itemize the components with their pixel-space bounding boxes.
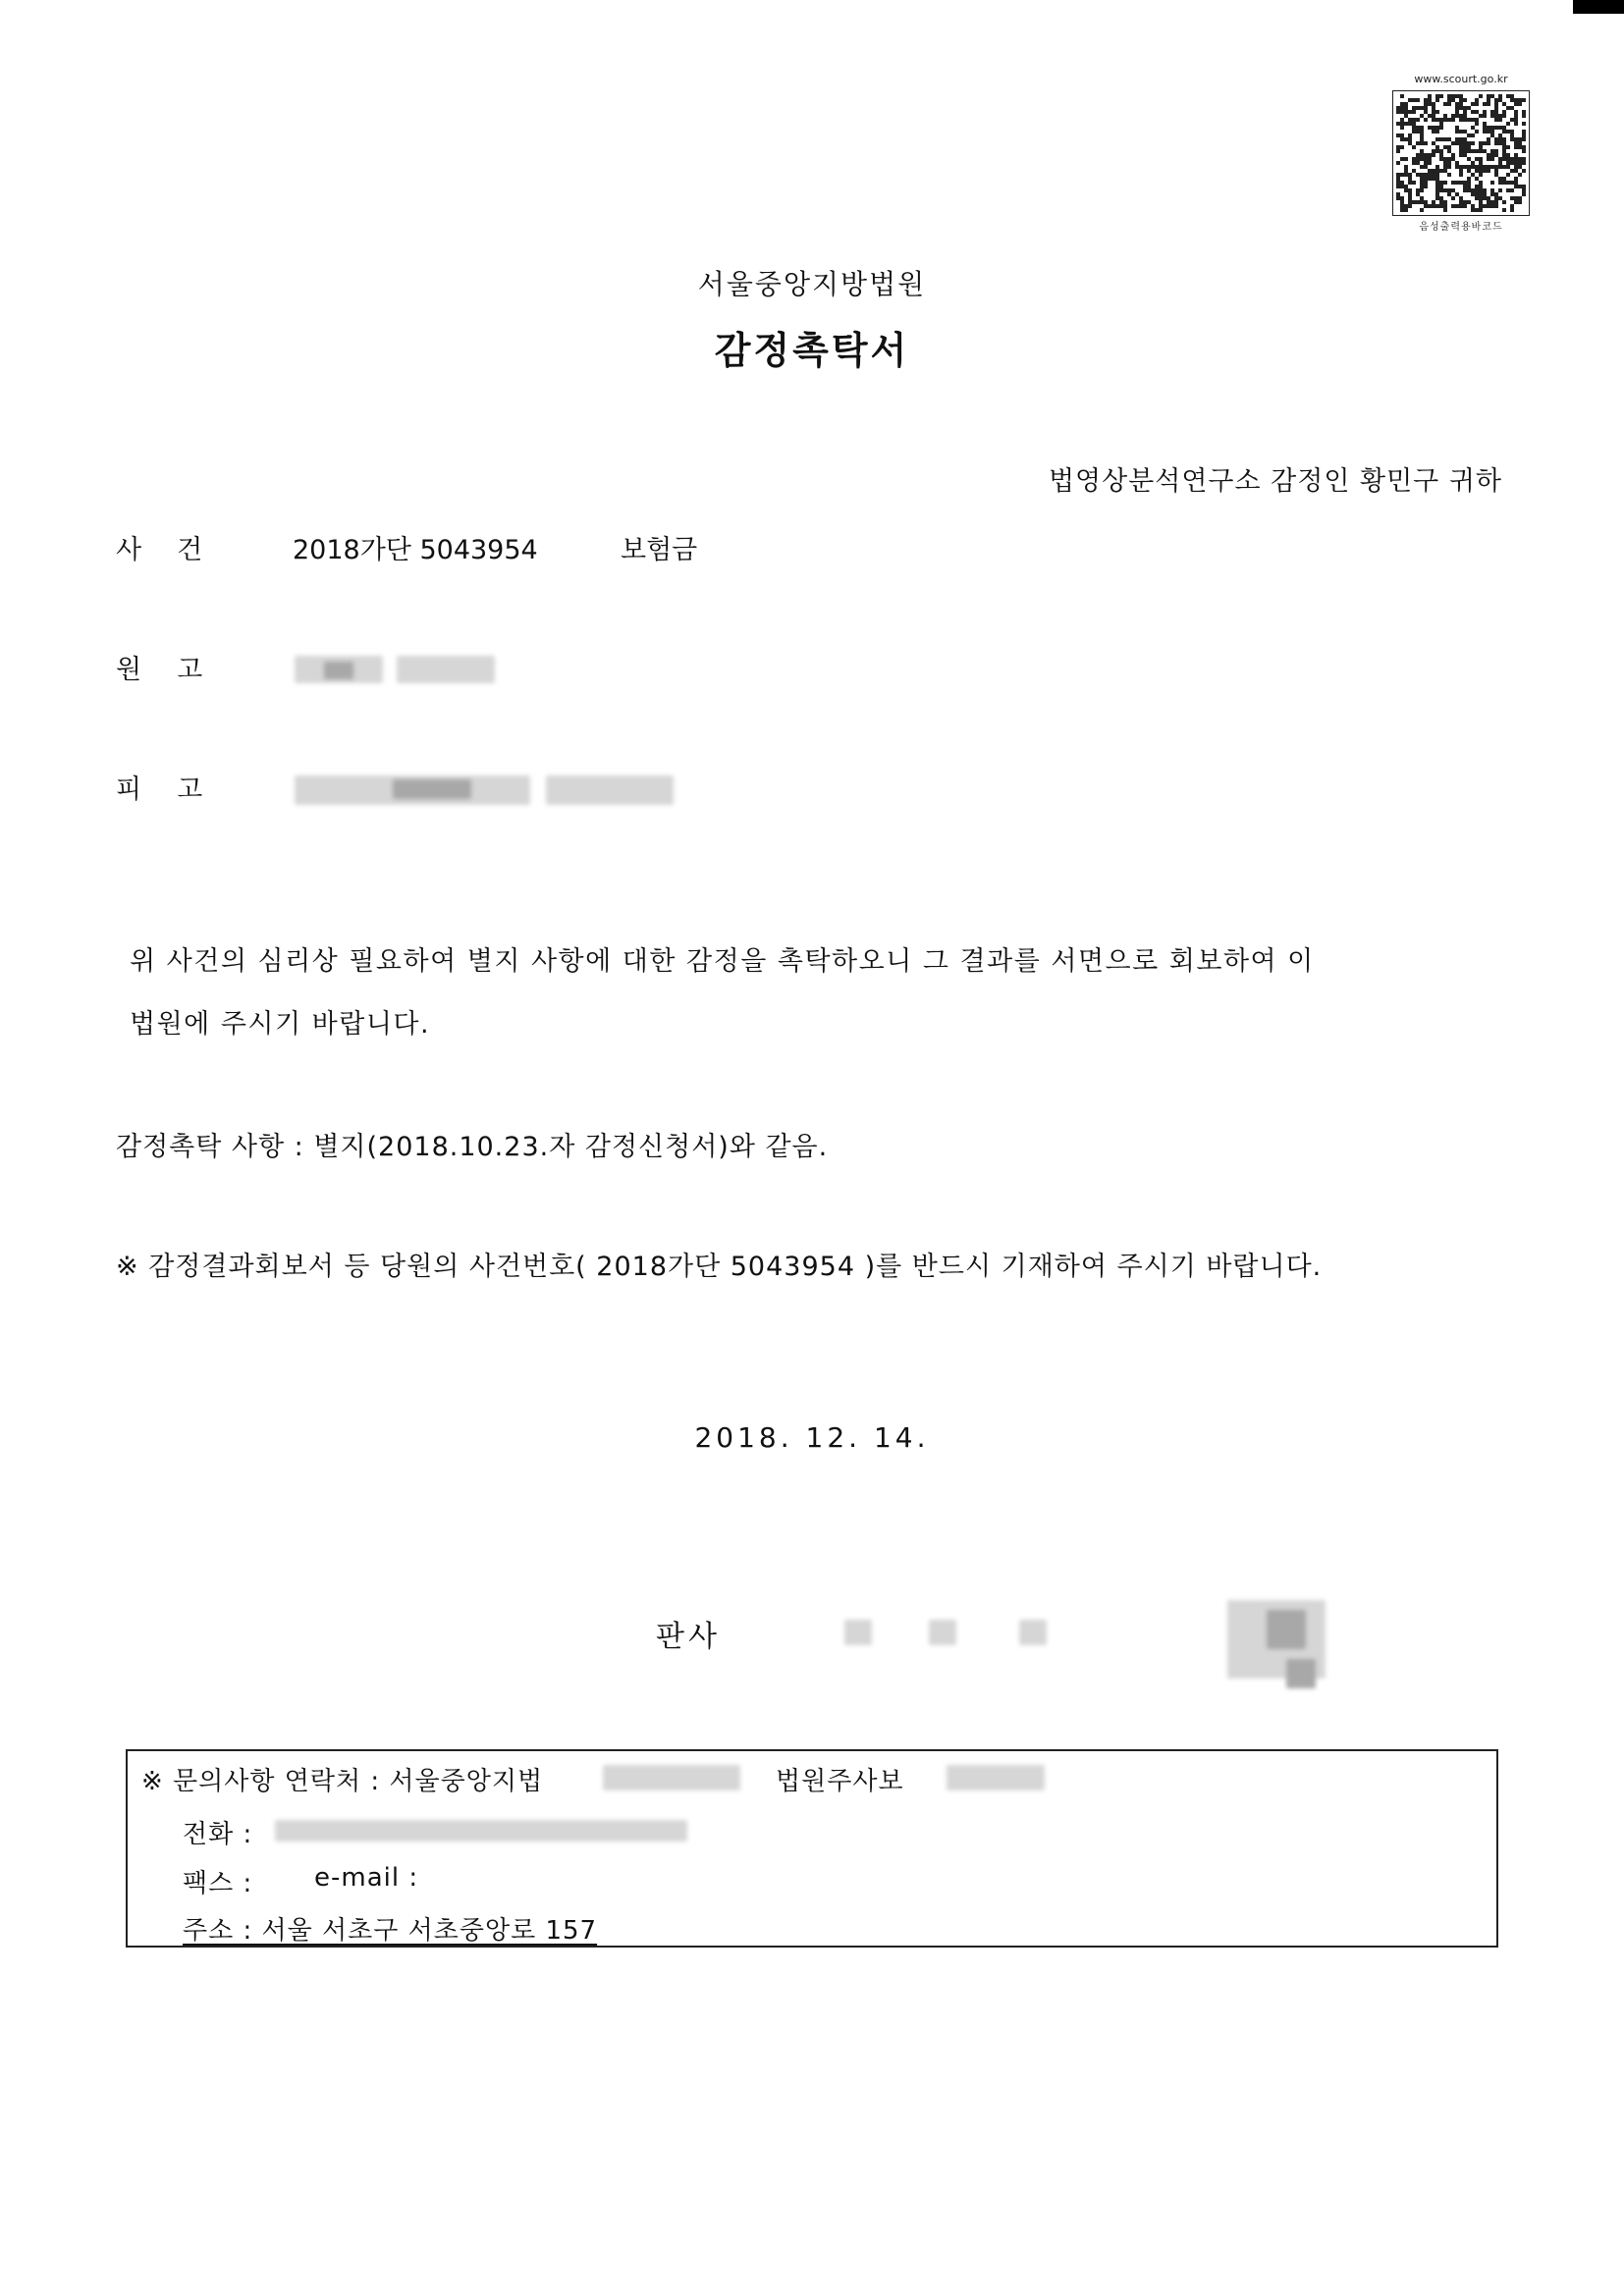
phone-label: 전화 : — [183, 1820, 253, 1849]
plaintiff-redacted — [295, 652, 495, 687]
contact-address: 주소 : 서울 서초구 서초중앙로 157 — [183, 1916, 598, 1946]
contact-name-redacted — [947, 1763, 1045, 1790]
case-label: 사건 — [116, 535, 239, 565]
commission-item: 감정촉탁 사항 : 별지(2018.10.23.자 감정신청서)와 같음. — [116, 1132, 829, 1162]
judge-label: 판사 — [656, 1620, 721, 1654]
defendant-redacted — [295, 770, 674, 809]
defendant-label: 피고 — [116, 774, 239, 805]
corner-mark — [1573, 0, 1624, 14]
document-title: 감정촉탁서 — [714, 329, 910, 372]
court-name: 서울중앙지방법원 — [697, 268, 927, 300]
fax-label: 팩스 : — [183, 1869, 253, 1898]
plaintiff-label: 원고 — [116, 655, 239, 685]
barcode-icon — [1392, 90, 1530, 216]
addressee: 법영상분석연구소 감정인 황민구 귀하 — [1048, 466, 1502, 497]
qr-caption: 음성출력용바코드 — [1419, 222, 1503, 233]
contact-office-redacted — [603, 1763, 740, 1790]
email-label: e-mail : — [314, 1863, 419, 1893]
contact-role: 법원주사보 — [776, 1767, 904, 1796]
body-line-2: 법원에 주시기 바랍니다. — [130, 1009, 431, 1040]
contact-box — [126, 1749, 1498, 1948]
contact-heading: ※ 문의사항 연락처 : 서울중앙지법 — [141, 1767, 544, 1796]
body-line-1: 위 사건의 심리상 필요하여 별지 사항에 대한 감정을 촉탁하오니 그 결과를 서면으로 회보하여 이 — [130, 946, 1315, 977]
case-number-note: ※ 감정결과회보서 등 당원의 사건번호( 2018가단 5043954 )를 반드시 기재하여 주시기 바랍니다. — [116, 1252, 1323, 1282]
judge-seal-redacted — [1227, 1580, 1326, 1698]
qr-url: www.scourt.go.kr — [1414, 73, 1508, 85]
judge-name-redacted — [844, 1618, 1047, 1647]
case-name: 보험금 — [621, 535, 698, 565]
document-date: 2018. 12. 14. — [694, 1421, 930, 1454]
phone-redacted — [275, 1818, 687, 1843]
case-number: 2018가단 5043954 — [293, 535, 538, 565]
